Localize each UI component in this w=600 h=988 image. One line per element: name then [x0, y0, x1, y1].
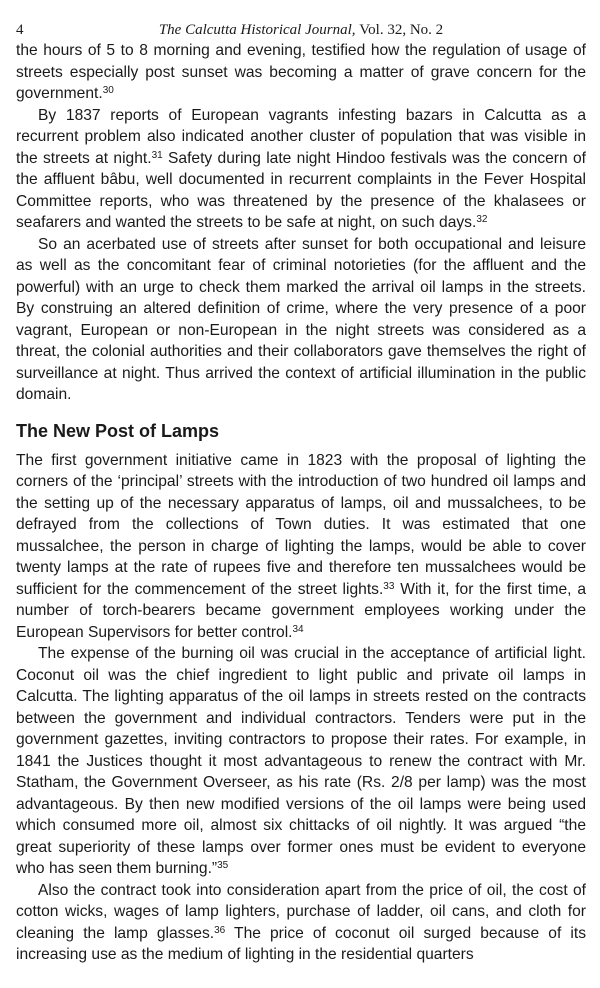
paragraph-text: the hours of 5 to 8 morning and evening, testified how the regulation of usage of streets especially post sunset was becoming a matter of grave concern for the government.: [16, 42, 586, 102]
paragraph-text: Safety during late night Hindoo festivals was the concern of the affluent bâbu, well documented in recurrent complaints in the Fever Hospital Committee reports, who was threatened by the presence of the khalasees or seafarers and wanted the streets to be safe at night, on such days.: [16, 149, 586, 231]
running-head: [16, 0, 586, 40]
paragraph-text: By 1837 reports of European vagrants infesting bazars in Calcutta as a recurrent problem also indicated another cluster of population that was visible in the streets at night.: [16, 106, 586, 167]
journal-page: [16, 0, 586, 966]
footnote-marker[interactable]: 35: [217, 860, 229, 871]
footnote-marker[interactable]: 36: [214, 924, 226, 936]
journal-title: [16, 22, 586, 39]
paragraph-text: The expense of the burning oil was crucial in the acceptance of artificial light. Coconut oil was the chief ingredient to light public and private oil lamps in Calcutta. The lighting apparatus of the oil lamps in streets rested on the contracts between the government and individual contractors. Tenders were put in the government gazettes, inviting contractors to propose their rates. For example, in 1841 the Justices thought it most advantageous to renew the contract with Mr. Statham, the Government Overseer, as his rate (Rs. 2/8 per lamp) was the most advantageous. By then new modified versions of the oil lamps were being used which consumed more oil, almost six chittacks of oil nightly. It was argued “the great superiority of these lamps over former ones must be evident to everyone who has seen them burning.”: [16, 645, 586, 877]
paragraph: [16, 880, 586, 966]
paragraph-text: The price of coconut oil surged because of its increasing use as the medium of lighting in the residential quarters: [16, 924, 586, 963]
paragraph: [16, 105, 586, 234]
paragraph: [16, 40, 586, 105]
footnote-marker[interactable]: 32: [476, 214, 488, 225]
paragraphs-before-heading: [16, 40, 586, 406]
paragraph-text: The first government initiative came in 1823 with the proposal of lighting the corners of the ‘principal’ streets with the introduction of two hundred oil lamps and the setting up of the necessary apparatus of lamps, oil and mussalchees, to be defrayed from the collections of Town duties. It was estimated that one mussalchee, the person in charge of lighting the lamps, would be able to cover twenty lamps at the rate of rupees five and therefore ten mussalchees would be sufficient for the commencement of the street lights.: [16, 451, 586, 598]
paragraph: [16, 643, 586, 880]
footnote-marker[interactable]: 31: [151, 149, 163, 161]
journal-name: The Calcutta Historical Journal,: [158, 22, 356, 38]
paragraph: [16, 450, 586, 644]
page-number: 4: [16, 22, 24, 38]
paragraph-text: So an acerbated use of streets after sunset for both occupational and leisure as well as the concomitant fear of criminal notorieties (for the affluent and the powerful) with an urge to check them marked the arrival oil lamps in the streets. By construing an altered definition of crime, where the very presence of a poor vagrant, European or non-European in the night streets was considered as a threat, the colonial authorities and their collaborators gave themselves the right of surveillance at night. Thus arrived the context of artificial illumination in the public domain.: [16, 235, 586, 403]
volume-issue: Vol. 32, No. 2: [359, 22, 444, 38]
paragraph-text: Also the contract took into consideration apart from the price of oil, the cost of cotton wicks, wages of lamp lighters, purchase of ladder, oil cans, and cloth for cleaning the lamp glasses.: [16, 881, 586, 942]
article-body: [16, 40, 586, 966]
paragraphs-after-heading: [16, 450, 586, 966]
footnote-marker[interactable]: 30: [102, 85, 114, 96]
footnote-marker[interactable]: 33: [383, 580, 395, 592]
paragraph-text: With it, for the first time, a number of torch-bearers became government employees working under the European Supervisors for better control.: [16, 580, 587, 641]
paragraph: [16, 234, 586, 406]
section-heading: The New Post of Lamps: [16, 420, 220, 441]
footnote-marker[interactable]: 34: [292, 623, 304, 635]
